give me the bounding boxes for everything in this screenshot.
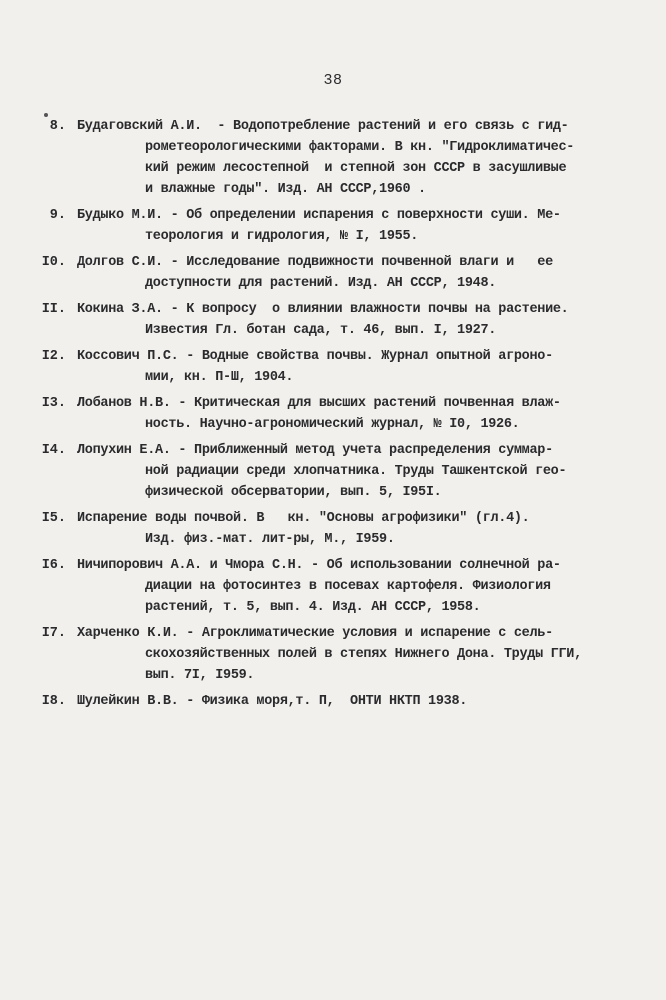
reference-number: I5. [41, 511, 66, 526]
reference-item [0, 116, 666, 200]
reference-list [0, 116, 666, 717]
reference-text-line: вып. 7I, I959. [145, 668, 255, 683]
reference-text-line: диации на фотосинтез в посевах картофеля. Физиология [145, 579, 551, 594]
reference-text-line: Долгов С.И. - Исследование подвижности почвенной влаги и ее [77, 255, 553, 270]
reference-item [0, 555, 666, 618]
reference-text-line: Кокина З.А. - К вопросу о влиянии влажности почвы на растение. [77, 302, 569, 317]
reference-text-line: физической обсерватории, вып. 5, I95I. [145, 485, 442, 500]
reference-number: II. [41, 302, 66, 317]
reference-text-line: мии, кн. П-Ш, 1904. [145, 370, 294, 385]
reference-number: 8. [49, 119, 66, 134]
reference-text-line: ной радиации среди хлопчатника. Труды Ташкентской гео- [145, 464, 567, 479]
reference-text-line: растений, т. 5, вып. 4. Изд. АН СССР, 1958. [145, 600, 481, 615]
reference-item [0, 508, 666, 550]
reference-number: I2. [41, 349, 66, 364]
reference-number: I0. [41, 255, 66, 270]
reference-text-line: кий режим лесостепной и степной зон СССР в засушливые [145, 161, 567, 176]
reference-text-line: скохозяйственных полей в степях Нижнего Дона. Труды ГГИ, [145, 647, 582, 662]
reference-item [0, 623, 666, 686]
reference-item [0, 346, 666, 388]
reference-text-line: Известия Гл. ботан сада, т. 46, вып. I, 1927. [145, 323, 497, 338]
page-number: 38 [323, 72, 343, 89]
reference-item [0, 691, 666, 712]
reference-text-line: Шулейкин В.В. - Физика моря,т. П, ОНТИ НКТП 1938. [77, 694, 468, 709]
reference-text-line: Изд. физ.-мат. лит-ры, М., I959. [145, 532, 395, 547]
reference-item [0, 299, 666, 341]
reference-number: I3. [41, 396, 66, 411]
reference-text-line: Будаговский А.И. - Водопотребление растений и его связь с гид- [77, 119, 569, 134]
reference-item [0, 440, 666, 503]
reference-number: I4. [41, 443, 66, 458]
reference-text-line: Ничипорович А.А. и Чмора С.Н. - Об использовании солнечной ра- [77, 558, 561, 573]
reference-number: I7. [41, 626, 66, 641]
reference-item [0, 205, 666, 247]
reference-text-line: ность. Научно-агрономический журнал, № I0, 1926. [145, 417, 520, 432]
reference-text-line: Будыко М.И. - Об определении испарения с поверхности суши. Ме- [77, 208, 561, 223]
reference-text-line: рометеорологическими факторами. В кн. "Гидроклиматичес- [145, 140, 575, 155]
reference-text-line: Лопухин Е.А. - Приближенный метод учета распределения суммар- [77, 443, 553, 458]
reference-number: I8. [41, 694, 66, 709]
reference-number: 9. [49, 208, 66, 223]
reference-text-line: теорология и гидрология, № I, 1955. [145, 229, 419, 244]
reference-text-line: Испарение воды почвой. В кн. "Основы агрофизики" (гл.4). [77, 511, 530, 526]
reference-text-line: доступности для растений. Изд. АН СССР, 1948. [145, 276, 497, 291]
reference-item [0, 393, 666, 435]
reference-item [0, 252, 666, 294]
reference-text-line: Коссович П.С. - Водные свойства почвы. Журнал опытной агроно- [77, 349, 553, 364]
reference-number: I6. [41, 558, 66, 573]
reference-text-line: Лобанов Н.В. - Критическая для высших растений почвенная влаж- [77, 396, 561, 411]
reference-text-line: и влажные годы". Изд. АН СССР,1960 . [145, 182, 426, 197]
reference-text-line: Харченко К.И. - Агроклиматические условия и испарение с сель- [77, 626, 553, 641]
